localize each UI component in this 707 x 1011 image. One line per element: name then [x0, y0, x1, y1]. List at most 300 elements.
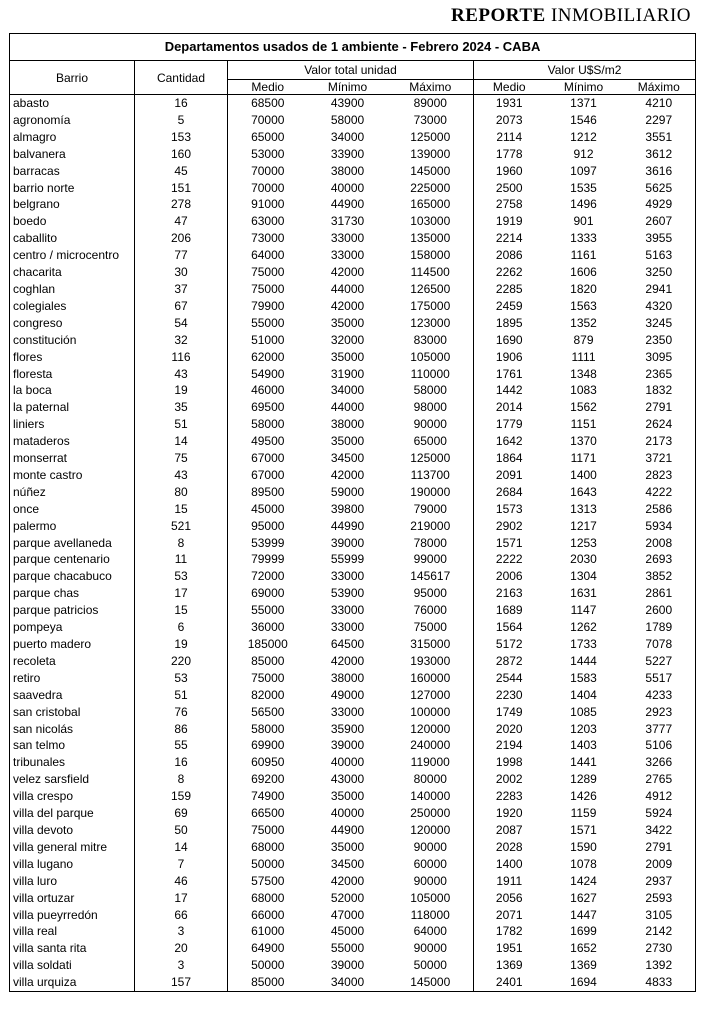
table-row [10, 653, 696, 670]
cell-total-medio: 72000 [251, 569, 285, 584]
cell-total-minimo: 55999 [330, 552, 365, 567]
table-row [10, 805, 696, 822]
cell-total-maximo: 60000 [388, 856, 474, 873]
cell-barrio: tribunales [10, 754, 135, 771]
cell-m2-medio: 1911 [496, 873, 523, 888]
cell-total-maximo: 110000 [388, 366, 474, 383]
cell-m2-maximo: 2693 [623, 551, 696, 568]
cell-total-maximo: 126500 [388, 281, 474, 298]
cell-total-minimo: 39800 [330, 501, 365, 516]
cell-m2-minimo: 1546 [570, 112, 597, 127]
cell-total-minimo: 35000 [330, 789, 365, 804]
cell-m2-minimo: 1203 [570, 721, 597, 736]
cell-total-maximo: 75000 [388, 619, 474, 636]
cell-barrio: belgrano [10, 196, 135, 213]
table-row [10, 856, 696, 873]
cell-cantidad: 3 [135, 957, 228, 974]
cell-barrio: mataderos [10, 433, 135, 450]
cell-m2-minimo: 1111 [571, 349, 596, 364]
cell-total-minimo: 38000 [330, 163, 365, 178]
cell-total-minimo: 33900 [330, 146, 365, 161]
cell-cantidad: 19 [135, 636, 228, 653]
cell-m2-medio: 1564 [495, 620, 523, 635]
cell-m2-medio: 1951 [495, 941, 523, 956]
cell-m2-medio: 1931 [495, 96, 523, 110]
cell-m2-medio: 2194 [495, 738, 523, 753]
cell-total-minimo: 35000 [330, 839, 365, 854]
cell-barrio: parque avellaneda [10, 535, 135, 552]
cell-total-medio: 70000 [251, 180, 285, 195]
table-row [10, 907, 696, 924]
table-row [10, 416, 696, 433]
cell-total-medio: 70000 [251, 112, 285, 127]
cell-m2-minimo: 1403 [570, 738, 597, 753]
cell-total-medio: 69900 [251, 738, 285, 753]
cell-total-medio: 58000 [251, 721, 285, 736]
cell-cantidad: 15 [135, 602, 228, 619]
table-row [10, 754, 696, 771]
cell-total-medio: 85000 [228, 974, 308, 991]
table-row [10, 332, 696, 349]
cell-barrio: once [10, 501, 135, 518]
cell-barrio: villa crespo [10, 788, 135, 805]
cell-m2-maximo: 2173 [623, 433, 696, 450]
table-row [10, 551, 696, 568]
cell-cantidad: 80 [135, 484, 228, 501]
cell-total-maximo: 127000 [388, 687, 474, 704]
cell-m2-medio: 2401 [474, 974, 545, 991]
cell-total-maximo: 90000 [388, 940, 474, 957]
cell-total-medio: 79900 [251, 298, 285, 313]
cell-barrio: barrio norte [10, 180, 135, 197]
cell-m2-medio: 2086 [495, 248, 523, 263]
cell-total-minimo: 42000 [330, 298, 365, 313]
cell-cantidad: 15 [135, 501, 228, 518]
cell-m2-maximo: 3612 [623, 146, 696, 163]
table-row [10, 687, 696, 704]
cell-total-maximo: 190000 [388, 484, 474, 501]
cell-m2-maximo: 7078 [623, 636, 696, 653]
cell-total-minimo: 42000 [330, 265, 365, 280]
cell-total-medio: 55000 [251, 315, 285, 330]
cell-m2-minimo: 1563 [570, 298, 597, 313]
cell-barrio: centro / microcentro [10, 247, 135, 264]
cell-total-minimo: 44900 [330, 822, 365, 837]
cell-m2-minimo: 1562 [570, 400, 597, 415]
cell-barrio: velez sarsfield [10, 771, 135, 788]
header-m2-medio: Medio [474, 80, 545, 95]
cell-m2-maximo: 5924 [623, 805, 696, 822]
brand-bold: REPORTE [451, 5, 546, 26]
cell-barrio: parque chacabuco [10, 568, 135, 585]
table-row [10, 264, 696, 281]
cell-total-minimo: 40000 [330, 755, 365, 770]
cell-m2-medio: 2285 [495, 281, 523, 296]
cell-total-medio: 82000 [251, 687, 285, 702]
cell-barrio: congreso [10, 315, 135, 332]
cell-m2-medio: 2500 [495, 180, 523, 195]
cell-cantidad: 521 [135, 518, 228, 535]
cell-cantidad: 30 [135, 264, 228, 281]
cell-barrio: la paternal [10, 399, 135, 416]
table-row [10, 315, 696, 332]
cell-total-medio: 56500 [251, 704, 285, 719]
cell-m2-medio: 2230 [495, 687, 523, 702]
cell-m2-medio: 2262 [495, 265, 523, 280]
cell-total-maximo: 65000 [388, 433, 474, 450]
header-total-medio: Medio [228, 80, 308, 95]
cell-barrio: agronomía [10, 112, 135, 129]
cell-barrio: villa soldati [10, 957, 135, 974]
cell-cantidad: 278 [135, 196, 228, 213]
brand-logo [451, 5, 691, 27]
cell-cantidad: 43 [135, 467, 228, 484]
cell-cantidad: 32 [135, 332, 228, 349]
cell-cantidad: 37 [135, 281, 228, 298]
cell-m2-maximo: 2593 [623, 890, 696, 907]
cell-m2-minimo: 1699 [570, 924, 597, 939]
cell-m2-maximo: 3266 [623, 754, 696, 771]
cell-m2-minimo: 1694 [545, 974, 623, 991]
cell-cantidad: 5 [135, 112, 228, 129]
cell-total-minimo: 35000 [330, 434, 365, 449]
cell-total-minimo: 44000 [330, 400, 365, 415]
table-row [10, 484, 696, 501]
cell-cantidad: 3 [135, 923, 228, 940]
cell-m2-maximo: 2765 [623, 771, 696, 788]
cell-m2-medio: 1895 [495, 315, 523, 330]
cell-total-maximo: 90000 [388, 839, 474, 856]
table-row [10, 247, 696, 264]
cell-m2-minimo: 1212 [570, 129, 597, 144]
cell-cantidad: 17 [135, 585, 228, 602]
cell-m2-maximo: 3245 [623, 315, 696, 332]
cell-cantidad: 69 [135, 805, 228, 822]
cell-cantidad: 116 [135, 349, 228, 366]
cell-m2-medio: 1998 [495, 755, 523, 770]
cell-total-minimo: 38000 [330, 670, 365, 685]
cell-m2-maximo: 2607 [623, 213, 696, 230]
cell-total-minimo: 42000 [330, 873, 365, 888]
table-row [10, 467, 696, 484]
cell-m2-minimo: 1352 [570, 315, 597, 330]
cell-total-medio: 36000 [251, 620, 285, 635]
cell-m2-medio: 2544 [495, 670, 523, 685]
cell-m2-minimo: 1253 [570, 535, 597, 550]
cell-total-maximo: 140000 [388, 788, 474, 805]
cell-barrio: villa general mitre [10, 839, 135, 856]
table-row [10, 298, 696, 315]
cell-cantidad: 16 [135, 95, 228, 112]
cell-m2-minimo: 1217 [570, 518, 597, 533]
cell-m2-medio: 2214 [495, 231, 523, 246]
cell-cantidad: 11 [135, 551, 228, 568]
cell-m2-maximo: 4320 [623, 298, 696, 315]
table-row [10, 230, 696, 247]
table-title: Departamentos usados de 1 ambiente - Febrero 2024 - CABA [10, 34, 696, 61]
cell-total-medio: 53000 [251, 146, 285, 161]
cell-total-medio: 69500 [251, 400, 285, 415]
table-row [10, 281, 696, 298]
cell-total-minimo: 42000 [330, 467, 365, 482]
cell-m2-medio: 2028 [495, 839, 523, 854]
cell-barrio: colegiales [10, 298, 135, 315]
table-row [10, 568, 696, 585]
cell-total-minimo: 31730 [330, 214, 365, 229]
cell-total-minimo: 31900 [330, 366, 365, 381]
cell-total-maximo: 219000 [388, 518, 474, 535]
cell-m2-medio: 2087 [495, 822, 523, 837]
cell-cantidad: 51 [135, 687, 228, 704]
cell-m2-medio: 1571 [495, 535, 523, 550]
cell-barrio: villa devoto [10, 822, 135, 839]
cell-m2-minimo: 1348 [570, 366, 597, 381]
cell-total-medio: 50000 [251, 958, 285, 973]
cell-m2-medio: 2071 [495, 907, 523, 922]
cell-m2-minimo: 1083 [570, 383, 597, 398]
cell-m2-medio: 1779 [495, 417, 523, 432]
cell-m2-medio: 1960 [495, 163, 523, 178]
cell-total-minimo: 49000 [330, 687, 365, 702]
cell-total-medio: 69000 [251, 586, 285, 601]
cell-cantidad: 46 [135, 873, 228, 890]
cell-total-maximo: 135000 [388, 230, 474, 247]
cell-m2-minimo: 1627 [570, 890, 597, 905]
table-row [10, 349, 696, 366]
cell-m2-maximo: 1789 [623, 619, 696, 636]
cell-cantidad: 160 [135, 146, 228, 163]
header-m2-minimo: Mínimo [545, 80, 623, 95]
table-row [10, 957, 696, 974]
cell-m2-minimo: 2030 [570, 552, 597, 567]
cell-m2-maximo: 4912 [623, 788, 696, 805]
cell-m2-maximo: 5163 [623, 247, 696, 264]
cell-m2-medio: 1690 [495, 332, 523, 347]
cell-m2-minimo: 912 [573, 146, 594, 161]
cell-total-maximo: 240000 [388, 737, 474, 754]
cell-cantidad: 43 [135, 366, 228, 383]
cell-total-medio: 67000 [251, 467, 285, 482]
cell-total-minimo: 47000 [330, 907, 365, 922]
cell-cantidad: 17 [135, 890, 228, 907]
cell-m2-minimo: 1370 [570, 434, 597, 449]
cell-cantidad: 75 [135, 450, 228, 467]
cell-barrio: almagro [10, 129, 135, 146]
cell-m2-medio: 2902 [495, 518, 523, 533]
cell-total-minimo: 64500 [330, 637, 365, 651]
cell-cantidad: 14 [135, 433, 228, 450]
cell-m2-minimo: 1583 [570, 670, 597, 685]
cell-m2-minimo: 1400 [570, 467, 597, 482]
cell-m2-medio: 1906 [495, 349, 523, 364]
cell-total-maximo: 145000 [388, 163, 474, 180]
cell-total-maximo: 193000 [388, 653, 474, 670]
cell-m2-minimo: 1733 [570, 637, 597, 651]
cell-m2-maximo: 4210 [623, 95, 696, 112]
cell-m2-minimo: 1159 [570, 806, 597, 821]
cell-m2-medio: 2684 [495, 484, 523, 499]
cell-m2-minimo: 1313 [570, 501, 597, 516]
cell-m2-maximo: 2823 [623, 467, 696, 484]
cell-cantidad: 50 [135, 822, 228, 839]
table-row [10, 890, 696, 907]
cell-total-maximo: 125000 [388, 129, 474, 146]
cell-m2-maximo: 5106 [623, 737, 696, 754]
cell-cantidad: 14 [135, 839, 228, 856]
cell-barrio: villa urquiza [10, 974, 135, 991]
cell-total-maximo: 76000 [388, 602, 474, 619]
cell-total-medio: 68000 [251, 839, 285, 854]
cell-m2-maximo: 3721 [623, 450, 696, 467]
table-row [10, 180, 696, 197]
cell-total-medio: 64900 [251, 941, 285, 956]
cell-total-maximo: 118000 [388, 907, 474, 924]
table-row [10, 213, 696, 230]
table-row [10, 704, 696, 721]
cell-total-maximo: 80000 [388, 771, 474, 788]
cell-m2-maximo: 2008 [623, 535, 696, 552]
cell-total-medio: 46000 [251, 383, 285, 398]
cell-total-maximo: 95000 [388, 585, 474, 602]
table-row [10, 721, 696, 738]
table-row [10, 196, 696, 213]
table-row [10, 771, 696, 788]
cell-total-medio: 75000 [251, 281, 285, 296]
cell-m2-maximo: 3551 [623, 129, 696, 146]
cell-barrio: villa real [10, 923, 135, 940]
cell-barrio: villa ortuzar [10, 890, 135, 907]
cell-total-maximo: 139000 [388, 146, 474, 163]
table-row [10, 822, 696, 839]
header-group-m2: Valor U$S/m2 [474, 61, 696, 80]
cell-barrio: balvanera [10, 146, 135, 163]
cell-total-maximo: 79000 [388, 501, 474, 518]
table-row [10, 399, 696, 416]
table-body [10, 95, 696, 992]
cell-m2-medio: 2056 [495, 890, 523, 905]
cell-barrio: monte castro [10, 467, 135, 484]
cell-total-medio: 53999 [251, 535, 285, 550]
brand-thin: INMOBILIARIO [550, 5, 691, 26]
cell-barrio: villa pueyrredón [10, 907, 135, 924]
cell-total-minimo: 34000 [308, 974, 388, 991]
cell-total-maximo: 90000 [388, 873, 474, 890]
cell-m2-medio: 1369 [495, 958, 523, 973]
cell-m2-minimo: 1643 [570, 484, 597, 499]
cell-m2-medio: 2091 [495, 467, 523, 482]
cell-total-maximo: 119000 [388, 754, 474, 771]
cell-total-medio: 79999 [251, 552, 285, 567]
cell-barrio: villa del parque [10, 805, 135, 822]
cell-m2-medio: 2459 [495, 298, 523, 313]
cell-total-minimo: 58000 [330, 112, 365, 127]
price-table [9, 33, 696, 992]
cell-barrio: liniers [10, 416, 135, 433]
cell-barrio: coghlan [10, 281, 135, 298]
cell-total-medio: 67000 [251, 451, 285, 466]
cell-total-minimo: 33000 [330, 231, 365, 246]
cell-m2-medio: 1778 [495, 146, 523, 161]
cell-m2-minimo: 1606 [570, 265, 597, 280]
cell-cantidad: 35 [135, 399, 228, 416]
cell-m2-minimo: 1631 [570, 586, 597, 601]
cell-total-medio: 55000 [251, 603, 285, 618]
cell-total-maximo: 120000 [388, 721, 474, 738]
cell-total-medio: 68000 [251, 890, 285, 905]
cell-barrio: parque chas [10, 585, 135, 602]
cell-barrio: retiro [10, 670, 135, 687]
cell-m2-medio: 5172 [495, 637, 523, 651]
table-row [10, 366, 696, 383]
cell-total-medio: 51000 [251, 332, 285, 347]
cell-m2-minimo: 1441 [570, 755, 597, 770]
cell-cantidad: 45 [135, 163, 228, 180]
cell-m2-maximo: 1832 [623, 382, 696, 399]
cell-cantidad: 77 [135, 247, 228, 264]
table-row [10, 670, 696, 687]
header-total-maximo: Máximo [388, 80, 474, 95]
cell-m2-maximo: 2600 [623, 602, 696, 619]
cell-total-medio: 95000 [251, 518, 285, 533]
cell-barrio: parque patricios [10, 602, 135, 619]
cell-total-maximo: 83000 [388, 332, 474, 349]
cell-total-maximo: 315000 [388, 636, 474, 653]
table-row [10, 788, 696, 805]
cell-m2-maximo: 3777 [623, 721, 696, 738]
cell-barrio: villa luro [10, 873, 135, 890]
table-row [10, 974, 696, 991]
cell-m2-maximo: 3955 [623, 230, 696, 247]
table-row [10, 535, 696, 552]
cell-total-minimo: 33000 [330, 248, 365, 263]
cell-m2-maximo: 5934 [623, 518, 696, 535]
cell-m2-maximo: 3105 [623, 907, 696, 924]
cell-m2-minimo: 1590 [570, 839, 597, 854]
cell-total-maximo: 73000 [388, 112, 474, 129]
cell-m2-medio: 2006 [495, 569, 523, 584]
cell-m2-maximo: 3422 [623, 822, 696, 839]
cell-cantidad: 53 [135, 568, 228, 585]
cell-total-maximo: 145617 [388, 568, 474, 585]
table-row [10, 839, 696, 856]
cell-total-minimo: 55000 [330, 941, 365, 956]
cell-m2-medio: 2872 [495, 653, 523, 668]
cell-total-maximo: 103000 [388, 213, 474, 230]
cell-total-maximo: 50000 [388, 957, 474, 974]
cell-barrio: puerto madero [10, 636, 135, 653]
cell-m2-maximo: 2791 [623, 399, 696, 416]
cell-total-minimo: 39000 [330, 738, 365, 753]
cell-total-minimo: 44990 [330, 518, 365, 533]
cell-barrio: palermo [10, 518, 135, 535]
cell-total-maximo: 98000 [388, 399, 474, 416]
cell-total-minimo: 33000 [330, 603, 365, 618]
cell-m2-maximo: 1392 [623, 957, 696, 974]
cell-m2-minimo: 901 [573, 214, 594, 229]
cell-m2-maximo: 2861 [623, 585, 696, 602]
cell-m2-medio: 2020 [495, 721, 523, 736]
table-row [10, 585, 696, 602]
cell-total-maximo: 105000 [388, 890, 474, 907]
cell-m2-minimo: 1369 [570, 958, 597, 973]
cell-m2-medio: 1919 [495, 214, 523, 229]
cell-m2-medio: 2114 [496, 129, 523, 144]
cell-total-medio: 66500 [251, 806, 285, 821]
cell-m2-minimo: 1078 [570, 856, 597, 871]
cell-m2-maximo: 3095 [623, 349, 696, 366]
cell-total-medio: 60950 [251, 755, 285, 770]
cell-total-minimo: 33000 [330, 569, 365, 584]
